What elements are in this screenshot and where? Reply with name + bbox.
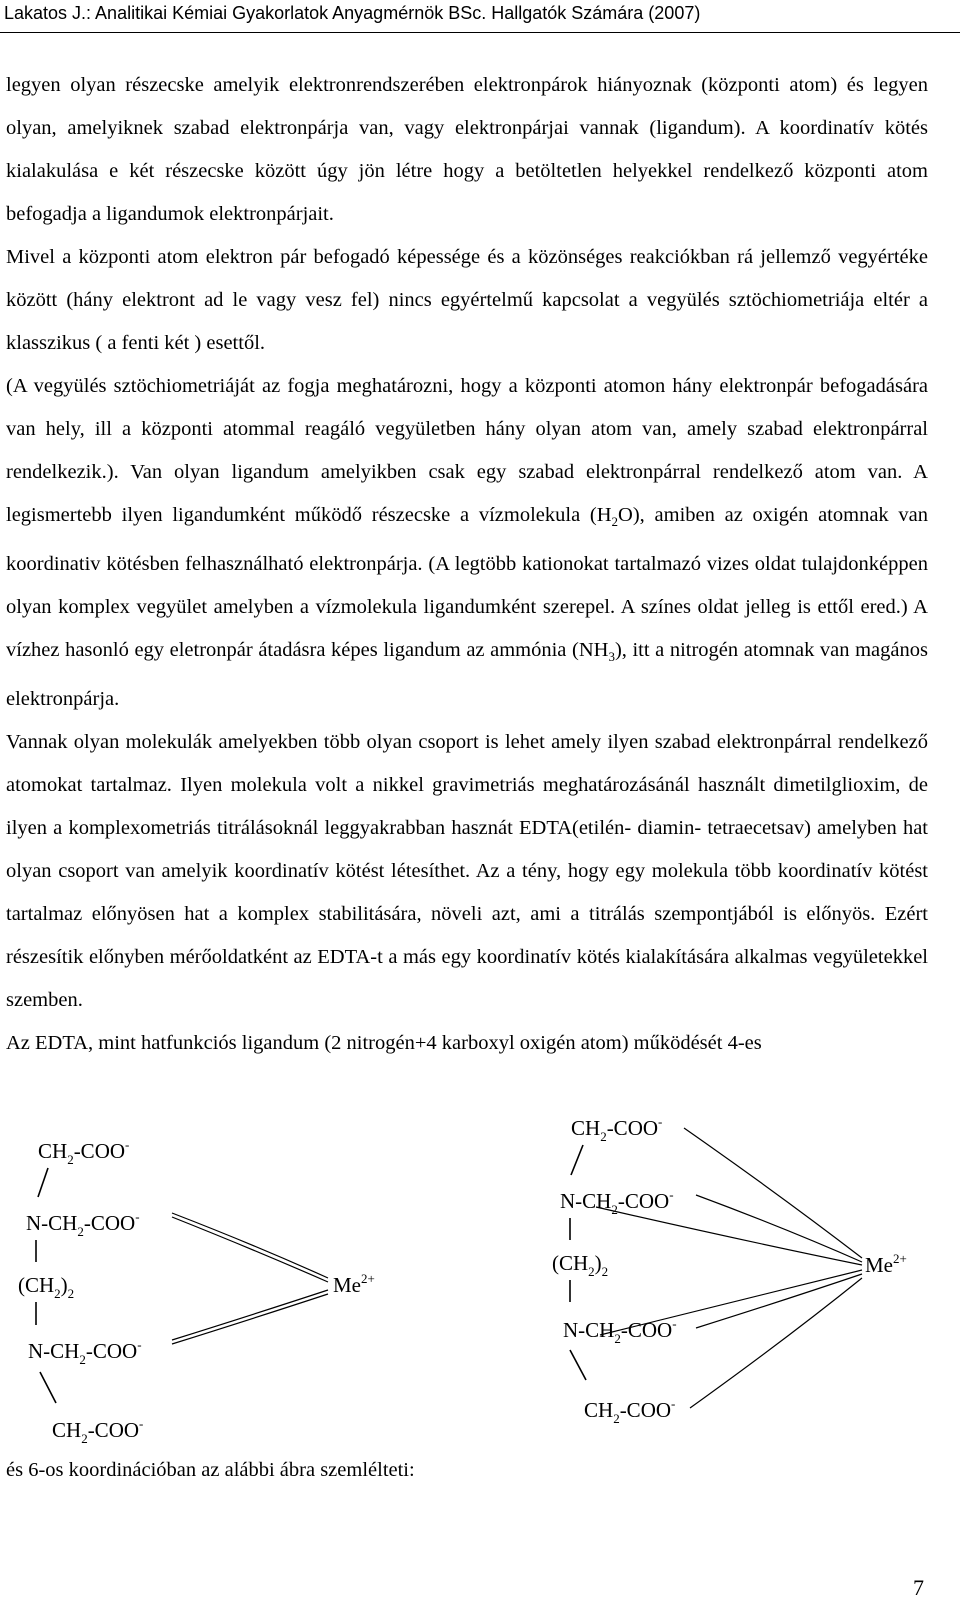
running-title: Lakatos J.: Analitikai Kémiai Gyakorlatok Anyagmérnök BSc. Hallgatók Számára (2007) [4,3,701,23]
right-n-ch2-coo-lower: $N-CH_2-COO^-$ [563,1316,677,1346]
left-coord-line-4 [172,1294,328,1344]
right-bond-4 [570,1350,586,1380]
left-n-ch2-coo-upper: $N-CH_2-COO^-$ [26,1209,140,1239]
right-coord-line-1 [684,1128,862,1258]
paragraph-3-part-c: ), itt a nitrogén atomnak van magános elektronpárja. [6,639,928,711]
paragraph-2: Mivel a központi atom elektron pár befogadó képessége és a közönséges reakciókban rá jellemző vegyértéke között (hány elektront ad le vagy vesz fel) nincs egyértelmű kapcsolat a vegyülés sztöchiometriája eltér a klasszikus ( a fenti két ) esettől. [6,246,928,354]
paragraph-1: legyen olyan részecske amelyik elektronrendszerében elektronpárok hiányoznak (központi atom) és legyen olyan, amelyiknek szabad elektronpárja van, vagy elektronpárjai vannak (ligandum). A koordinatív kötés kialakulása e két részecske között úgy jön létre hogy a betöltetlen helyekkel rendelkező központi atom befogadja a ligandumok elektronpárjait. [6,74,928,225]
left-bond-4 [40,1372,56,1403]
left-coord-line-1 [172,1213,328,1278]
left-coord-line-2 [172,1217,328,1282]
paragraph-5: Az EDTA, mint hatfunkciós ligandum (2 nitrogén+4 karboxyl oxigén atom) működését 4-es [6,1032,762,1055]
diagram-caption: és 6-os koordinációban az alábbi ábra szemlélteti: [6,1459,415,1481]
right-coord-line-2 [696,1195,862,1262]
header-divider [0,32,960,33]
right-coord-line-4 [600,1270,862,1335]
right-n-ch2-coo-upper: $N-CH_2-COO^-$ [560,1187,674,1217]
right-coord-line-5 [696,1274,862,1328]
left-ch2-coo-bottom: $CH_2-COO^-$ [52,1416,144,1446]
ammonia-subscript: 3 [608,649,615,665]
right-ch2-coo-bottom: $CH_2-COO^-$ [584,1396,676,1426]
right-ch2-coo-top: $CH_2-COO^-$ [571,1114,663,1144]
running-header [0,0,960,40]
right-coord-line-3 [596,1207,862,1265]
edta-coordination-diagram [0,1100,960,1460]
right-coord-line-6 [690,1278,862,1408]
paragraph-3 [6,365,928,721]
left-n-ch2-coo-lower: $N-CH_2-COO^-$ [28,1337,142,1367]
paragraph-3-part-b: O), amiben az oxigén atomnak van koordinativ kötésben felhasználható elektronpárja. (A legtöbb kationokat tartalmazó vizes oldat tulajdonképpen olyan komplex vegyület amelyben a vízmolekula ligandumként szerepel. A színes oldat jelleg is ettől ered.) A vízhez hasonló egy eletronpár átadásra képes ligandum az ammónia (NH [6,504,929,662]
body-text [6,64,928,1065]
right-ethylene-bridge: $(CH_2)_2$ [552,1251,609,1279]
left-bond-1 [38,1168,48,1197]
left-ch2-coo-top: $CH_2-COO^-$ [38,1137,130,1167]
left-metal-ion: $Me^{2+}$ [333,1271,375,1297]
paragraph-4: Vannak olyan molekulák amelyekben több olyan csoport is lehet amely ilyen szabad elektronpárral rendelkező atomokat tartalmaz. Ilyen molekula volt a nikkel gravimetriás meghatározásánál használt dimetilglioxim, de ilyen a komplexometriás titrálásoknál leggyakrabban hasznát EDTA(etilén- diamin- tetraecetsav) amelyben hat olyan csoport van amelyik koordinatív kötést létesíthet. Az a tény, hogy egy molekula több koordinatív kötést tartalmaz előnyösen hat a komplex stabilitására, növeli azt, ami a titrálás szempontjából is előnyös. Ezért részesítik előnyben mérőoldatként az EDTA-t a más egy koordinatív kötés kialakítására alkalmas vegyületekkel szemben. [6,731,928,1012]
water-subscript: 2 [611,514,619,530]
page-number: 7 [913,1575,924,1600]
right-metal-ion: $Me^{2+}$ [865,1251,907,1277]
right-bond-1 [571,1145,583,1175]
paragraph-3-part-a: (A vegyülés sztöchiometriáját az fogja meghatározni, hogy a központi atomon hány elektronpár befogadására van hely, ill a központi atommal reagáló vegyületben hány olyan atom van, amely szabad elektronpárral rendelkezik.). Van olyan ligandum amelyikben csak egy szabad elektronpárral rendelkező atom van. A legismertebb ilyen ligandumként működő részecske a vízmolekula (H [6,375,928,526]
left-ethylene-bridge: $(CH_2)_2$ [18,1273,75,1301]
left-coord-line-3 [172,1290,328,1340]
